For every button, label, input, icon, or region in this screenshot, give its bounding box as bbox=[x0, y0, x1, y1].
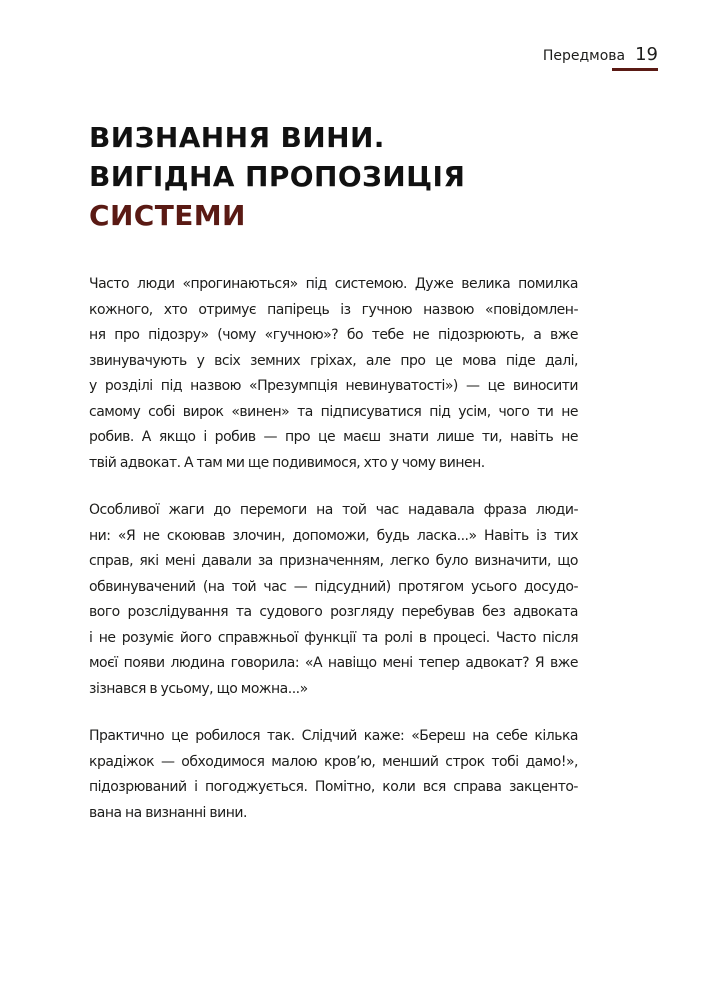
paragraph-2 bbox=[89, 498, 578, 702]
paragraph-line: кожного, хто отримує папірець із гучною назвою «повідомлен- bbox=[89, 301, 578, 318]
chapter-title-line-1: ВИЗНАННЯ ВИНИ. bbox=[89, 121, 385, 154]
paragraph-line: і не розуміє його справжньої функції та ролі в процесі. Часто після bbox=[89, 629, 578, 646]
paragraph-line: у розділі під назвою «Презумпція невинуватості») — це виносити bbox=[89, 378, 578, 394]
paragraph-line: справ, які мені давали за призначенням, легко було визначити, що bbox=[89, 553, 578, 569]
paragraph-1 bbox=[89, 272, 578, 476]
paragraph-line: самому собі вирок «винен» та підписуватися під усім, чого ти не bbox=[89, 403, 578, 420]
section-name: Передмова bbox=[542, 48, 626, 64]
paragraph-line: робив. А якщо і робив — про це маєш знати лише ти, навіть не bbox=[89, 429, 578, 445]
paragraph-line: звинувачують у всіх земних гріхах, але про це мова піде далі, bbox=[89, 352, 578, 369]
body-text bbox=[89, 272, 578, 848]
chapter-title-line-3: СИСТЕМИ bbox=[89, 199, 246, 232]
paragraph-line: підозрюваний і погоджується. Помітно, коли вся справа закценто- bbox=[89, 779, 578, 795]
paragraph-line: Практично це робилося так. Слідчий каже: «Береш на себе кілька bbox=[89, 728, 578, 744]
paragraph-line: твій адвокат. А там ми ще подивимося, хто у чому винен. bbox=[89, 454, 485, 471]
paragraph-line: Часто люди «прогинаються» під системою. Дуже велика помилка bbox=[89, 276, 578, 292]
paragraph-line: вого розслідування та судового розгляду перебував без адвоката bbox=[89, 604, 578, 620]
paragraph-line: Особливої жаги до перемоги на той час надавала фраза люди- bbox=[89, 502, 578, 518]
paragraph-line: ня про підозру» (чому «гучною»? бо тебе не підозрюють, а вже bbox=[89, 327, 578, 343]
running-head-text bbox=[543, 44, 658, 65]
chapter-title bbox=[89, 118, 465, 235]
paragraph-line: вана на визнанні вини. bbox=[89, 804, 247, 821]
chapter-title-line-2: ВИГІДНА ПРОПОЗИЦІЯ bbox=[89, 160, 466, 193]
paragraph-3 bbox=[89, 724, 578, 826]
header-rule bbox=[612, 68, 658, 71]
paragraph-line: моєї появи людина говорила: «А навіщо мені тепер адвокат? Я вже bbox=[89, 655, 578, 671]
paragraph-line: ни: «Я не скоював злочин, допоможи, будь ласка...» Навіть із тих bbox=[89, 527, 578, 544]
page-number: 19 bbox=[635, 44, 658, 65]
paragraph-line: обвинувачений (на той час — підсудний) протягом усього досудо- bbox=[89, 578, 578, 595]
paragraph-line: зізнався в усьому, що можна...» bbox=[89, 680, 308, 697]
paragraph-line: крадіжок — обходимося малою кров’ю, менший строк тобі дамо!», bbox=[89, 753, 578, 770]
